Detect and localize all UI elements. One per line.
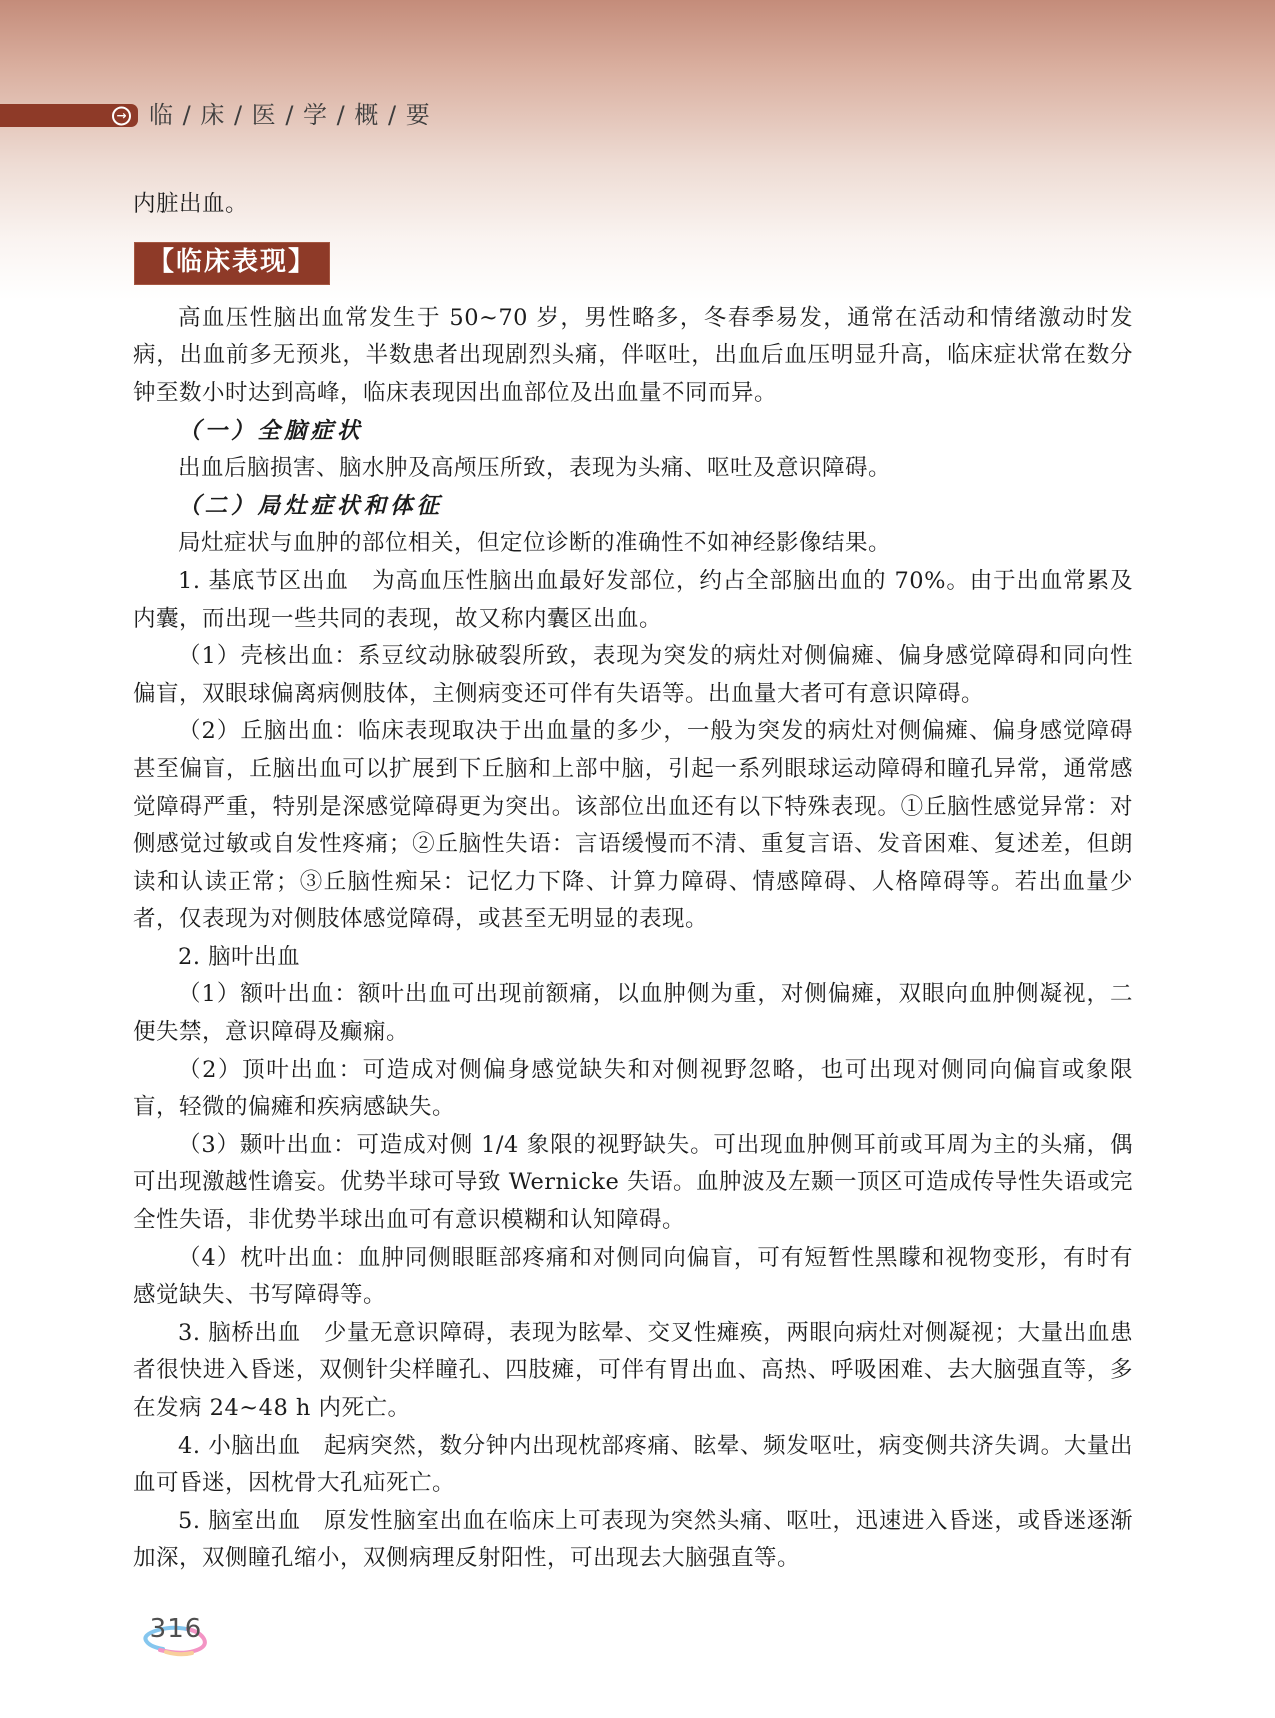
page-body: [133, 186, 1133, 1578]
paragraph: 5. 脑室出血 原发性脑室出血在临床上可表现为突然头痛、呕吐，迅速进入昏迷，或昏迷逐渐加深，双侧瞳孔缩小，双侧病理反射阳性，可出现去大脑强直等。: [133, 1507, 1133, 1572]
paragraph: （2）丘脑出血：临床表现取决于出血量的多少，一般为突发的病灶对侧偏瘫、偏身感觉障碍甚至偏盲，丘脑出血可以扩展到下丘脑和上部中脑，引起一系列眼球运动障碍和瞳孔异常，通常感觉障碍严重，特别是深感觉障碍更为突出。该部位出血还有以下特殊表现。①丘脑性感觉异常：对侧感觉过敏或自发性疼痛；②丘脑性失语：言语缓慢而不清、重复言语、发音困难、复述差，但朗读和认读正常；③丘脑性痴呆：记忆力下降、计算力障碍、情感障碍、人格障碍等。若出血量少者，仅表现为对侧肢体感觉障碍，或甚至无明显的表现。: [133, 718, 1133, 933]
subheading-focal-symptoms: （二）局灶症状和体征: [178, 492, 444, 519]
paragraph: （4）枕叶出血：血肿同侧眼眶部疼痛和对侧同向偏盲，可有短暂性黑矇和视物变形，有时有感觉缺失、书写障碍等。: [133, 1244, 1133, 1309]
paragraph: 3. 脑桥出血 少量无意识障碍，表现为眩晕、交叉性瘫痪，两眼向病灶对侧凝视；大量出血患者很快进入昏迷，双侧针尖样瞳孔、四肢瘫，可伴有胃出血、高热、呼吸困难、去大脑强直等，多在发病 24~48 h 内死亡。: [133, 1319, 1133, 1421]
paragraph: （3）颞叶出血：可造成对侧 1/4 象限的视野缺失。可出现血肿侧耳前或耳周为主的头痛，偶可出现激越性谵妄。优势半球可导致 Wernicke 失语。血肿波及左颞一顶区可造成传导性失语或完全性失语，非优势半球出血可有意识模糊和认知障碍。: [133, 1131, 1133, 1234]
paragraph: （1）额叶出血：额叶出血可出现前额痛，以血肿侧为重，对侧偏瘫，双眼向血肿侧凝视，二便失禁，意识障碍及癫痫。: [133, 981, 1133, 1046]
paragraph: 高血压性脑出血常发生于 50~70 岁，男性略多，冬春季易发，通常在活动和情绪激动时发病，出血前多无预兆，半数患者出现剧烈头痛，伴呕吐，出血后血压明显升高，临床症状常在数分钟至数小时达到高峰，临床表现因出血部位及出血量不同而异。: [133, 304, 1133, 406]
arrow-circle-icon: [112, 106, 131, 125]
continuation-paragraph: 内脏出血。: [133, 191, 249, 217]
right-arrow-icon: →: [116, 108, 127, 122]
paragraph: 1. 基底节区出血 为高血压性脑出血最好发部位，约占全部脑出血的 70%。由于出血常累及内囊，而出现一些共同的表现，故又称内囊区出血。: [133, 567, 1133, 632]
paragraph: 局灶症状与血肿的部位相关，但定位诊断的准确性不如神经影像结果。: [178, 530, 892, 557]
page-footer: [134, 1612, 218, 1658]
paragraph: 2. 脑叶出血: [178, 943, 301, 970]
subheading-global-symptoms: （一）全脑症状: [178, 417, 364, 444]
paragraph: （2）顶叶出血：可造成对侧偏身感觉缺失和对侧视野忽略，也可出现对侧同向偏盲或象限盲，轻微的偏瘫和疾病感缺失。: [133, 1056, 1133, 1121]
paragraph: 出血后脑损害、脑水肿及高颅压所致，表现为头痛、呕吐及意识障碍。: [178, 455, 892, 482]
paragraph: （1）壳核出血：系豆纹动脉破裂所致，表现为突发的病灶对侧偏瘫、偏身感觉障碍和同向性偏盲，双眼球偏离病侧肢体，主侧病变还可伴有失语等。出血量大者可有意识障碍。: [133, 643, 1133, 707]
section-heading-clinical-manifestations: 【临床表现】: [134, 242, 330, 285]
page-number: 316: [149, 1614, 203, 1644]
paragraph: 4. 小脑出血 起病突然，数分钟内出现枕部疼痛、眩晕、频发呕吐，病变侧共济失调。大量出血可昏迷，因枕骨大孔疝死亡。: [133, 1432, 1133, 1497]
running-head-title: 临 / 床 / 医 / 学 / 概 / 要: [149, 101, 431, 129]
header-bar: [0, 104, 138, 127]
